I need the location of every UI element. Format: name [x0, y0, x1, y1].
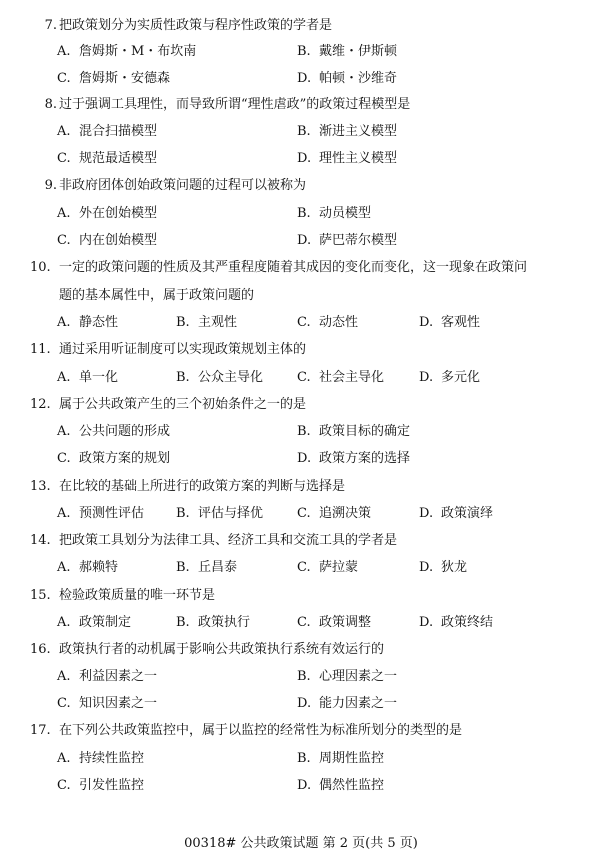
option-a: A. 预测性评估: [57, 506, 145, 521]
question-stem-continued: 题的基本属性中，属于政策问题的: [59, 288, 255, 303]
question-stem: 检验政策质量的唯一环节是: [59, 588, 216, 603]
option-b: B. 公众主导化: [176, 370, 264, 385]
option-d: D. 帕顿・沙维奇: [297, 71, 398, 86]
question-number: 10.: [30, 260, 51, 275]
options-row: [57, 71, 577, 87]
question-number: 8.: [44, 97, 57, 112]
question-number: 11.: [30, 342, 51, 357]
question-stem: 通过采用听证制度可以实现政策规划主体的: [59, 342, 307, 357]
question-12: [30, 397, 590, 413]
option-c: C. 知识因素之一: [57, 696, 158, 711]
option-c: C. 规范最适模型: [57, 151, 158, 166]
question-14: [30, 533, 590, 549]
question-stem: 把政策划分为实质性政策与程序性政策的学者是: [59, 18, 333, 33]
option-b: B. 渐进主义模型: [297, 124, 398, 139]
question-stem: 属于公共政策产生的三个初始条件之一的是: [59, 397, 307, 412]
question-stem: 过于强调工具理性，而导致所谓“理性虐政”的政策过程模型是: [59, 97, 411, 112]
options-row: [57, 696, 577, 712]
options-row: [57, 669, 577, 685]
options-row: [57, 751, 577, 767]
question-15: [30, 588, 590, 604]
page-footer: 00318# 公共政策试题 第 2 页(共 5 页): [184, 836, 418, 851]
question-number: 7.: [44, 18, 57, 33]
question-16: [30, 642, 590, 658]
option-c: C. 动态性: [297, 315, 359, 330]
options-row: [57, 151, 577, 167]
option-a: A. 静态性: [57, 315, 119, 330]
option-b: B. 丘昌泰: [176, 560, 238, 575]
option-a: A. 利益因素之一: [57, 669, 158, 684]
question-10: [30, 260, 590, 304]
option-d: D. 狄龙: [419, 560, 468, 575]
question-9: [30, 178, 590, 194]
question-stem: 在下列公共政策监控中，属于以监控的经常性为标准所划分的类型的是: [59, 723, 463, 738]
question-number: 13.: [30, 479, 51, 494]
option-d: D. 客观性: [419, 315, 481, 330]
options-row: [57, 451, 577, 467]
option-d: D. 偶然性监控: [297, 778, 385, 793]
options-row: [57, 315, 577, 331]
option-a: A. 外在创始模型: [57, 206, 158, 221]
question-11: [30, 342, 590, 358]
options-row: [57, 615, 577, 631]
option-a: A. 持续性监控: [57, 751, 145, 766]
option-b: B. 周期性监控: [297, 751, 385, 766]
option-c: C. 萨拉蒙: [297, 560, 359, 575]
question-number: 14.: [30, 533, 51, 548]
question-number: 9.: [44, 178, 57, 193]
option-c: C. 社会主导化: [297, 370, 385, 385]
question-stem: 把政策工具划分为法律工具、经济工具和交流工具的学者是: [59, 533, 398, 548]
option-d: D. 能力因素之一: [297, 696, 398, 711]
question-stem: 非政府团体创始政策问题的过程可以被称为: [59, 178, 307, 193]
option-d: D. 多元化: [419, 370, 481, 385]
option-b: B. 动员模型: [297, 206, 372, 221]
option-a: A. 混合扫描模型: [57, 124, 158, 139]
option-d: D. 政策演绎: [419, 506, 494, 521]
option-b: B. 政策执行: [176, 615, 251, 630]
options-row: [57, 124, 577, 140]
question-stem: 政策执行者的动机属于影响公共政策执行系统有效运行的: [59, 642, 385, 657]
options-row: [57, 233, 577, 249]
question-8: [30, 97, 590, 113]
options-row: [57, 560, 577, 576]
option-a: A. 詹姆斯・M・布坎南: [57, 44, 197, 59]
options-row: [57, 206, 577, 222]
option-a: A. 政策制定: [57, 615, 132, 630]
option-a: A. 单一化: [57, 370, 119, 385]
option-c: C. 詹姆斯・安德森: [57, 71, 171, 86]
option-c: C. 政策方案的规划: [57, 451, 171, 466]
option-a: A. 公共问题的形成: [57, 424, 171, 439]
option-c: C. 追溯决策: [297, 506, 372, 521]
question-7: [30, 18, 590, 34]
option-d: D. 理性主义模型: [297, 151, 398, 166]
options-row: [57, 506, 577, 522]
question-stem: 在比较的基础上所进行的政策方案的判断与选择是: [59, 479, 346, 494]
question-number: 12.: [30, 397, 51, 412]
option-c: C. 政策调整: [297, 615, 372, 630]
question-13: [30, 479, 590, 495]
option-d: D. 政策终结: [419, 615, 494, 630]
question-number: 15.: [30, 588, 51, 603]
option-c: C. 引发性监控: [57, 778, 145, 793]
question-number: 16.: [30, 642, 51, 657]
question-stem: 一定的政策问题的性质及其严重程度随着其成因的变化而变化，这一现象在政策问: [59, 260, 528, 275]
options-row: [57, 44, 577, 60]
option-b: B. 评估与择优: [176, 506, 264, 521]
options-row: [57, 370, 577, 386]
options-row: [57, 424, 577, 440]
options-row: [57, 778, 577, 794]
option-b: B. 戴维・伊斯顿: [297, 44, 398, 59]
option-b: B. 主观性: [176, 315, 238, 330]
option-b: B. 心理因素之一: [297, 669, 398, 684]
option-c: C. 内在创始模型: [57, 233, 158, 248]
question-17: [30, 723, 590, 739]
option-a: A. 郝赖特: [57, 560, 119, 575]
option-d: D. 萨巴蒂尔模型: [297, 233, 398, 248]
option-b: B. 政策目标的确定: [297, 424, 411, 439]
question-number: 17.: [30, 723, 51, 738]
option-d: D. 政策方案的选择: [297, 451, 411, 466]
